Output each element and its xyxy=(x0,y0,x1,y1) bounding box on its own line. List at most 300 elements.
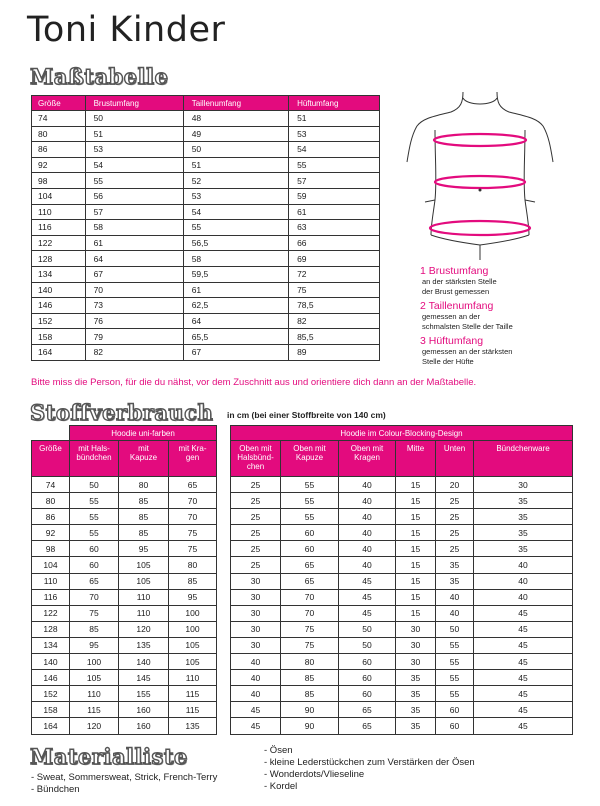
table-cell: 160 xyxy=(119,702,169,718)
table-cell: 61 xyxy=(183,282,288,298)
table-row xyxy=(32,605,573,621)
table-cell: 48 xyxy=(183,111,288,127)
table-cell: 85 xyxy=(119,525,169,541)
table-cell: 25 xyxy=(436,525,474,541)
table-cell: 79 xyxy=(85,329,183,345)
table-cell: 55 xyxy=(70,493,119,509)
table-cell: 140 xyxy=(119,654,169,670)
table-cell: 58 xyxy=(85,220,183,236)
table-cell: 80 xyxy=(119,477,169,493)
table-cell: 52 xyxy=(183,173,288,189)
table-cell: 100 xyxy=(70,654,119,670)
gap-cell xyxy=(217,702,231,718)
table-cell: 80 xyxy=(169,557,217,573)
table-cell: 140 xyxy=(32,282,86,298)
table-cell: 58 xyxy=(183,251,288,267)
table-cell: 50 xyxy=(339,621,396,637)
gap-cell xyxy=(217,557,231,573)
table-cell: 55 xyxy=(436,654,474,670)
col-header: Oben mit Halsbünd- chen xyxy=(231,441,281,477)
table-cell: 85 xyxy=(70,621,119,637)
table-cell: 55 xyxy=(436,670,474,686)
table-cell: 15 xyxy=(396,557,436,573)
gap-cell xyxy=(217,718,231,734)
table-cell: 30 xyxy=(231,605,281,621)
table-cell: 75 xyxy=(281,621,339,637)
table-cell: 60 xyxy=(436,702,474,718)
table-cell: 74 xyxy=(32,477,70,493)
table-cell: 35 xyxy=(474,541,573,557)
table-cell: 15 xyxy=(396,589,436,605)
table-cell: 40 xyxy=(339,477,396,493)
table-cell: 70 xyxy=(169,509,217,525)
table-cell: 104 xyxy=(32,188,86,204)
table-cell: 55 xyxy=(436,637,474,653)
fabric-header-row xyxy=(32,441,573,477)
legend-title: 3 Hüftumfang xyxy=(420,335,484,347)
col-header: Unten xyxy=(436,441,474,477)
table-cell: 45 xyxy=(474,605,573,621)
table-cell: 51 xyxy=(183,157,288,173)
table-cell: 55 xyxy=(281,477,339,493)
table-row xyxy=(32,573,573,589)
table-row xyxy=(32,204,380,220)
table-cell: 164 xyxy=(32,344,86,360)
table-row xyxy=(32,477,573,493)
table-cell: 158 xyxy=(32,329,86,345)
table-cell: 90 xyxy=(281,718,339,734)
table-cell: 25 xyxy=(436,541,474,557)
table-cell: 98 xyxy=(32,173,86,189)
list-item: - Sweat, Sommersweat, Strick, French-Terry xyxy=(31,772,218,783)
list-item: - Kordel xyxy=(264,781,298,792)
table-cell: 80 xyxy=(32,126,86,142)
table-cell: 85 xyxy=(169,573,217,589)
table-row xyxy=(32,313,380,329)
body-measurement-figure xyxy=(405,90,555,260)
table-cell: 67 xyxy=(183,344,288,360)
table-cell: 35 xyxy=(474,525,573,541)
table-cell: 70 xyxy=(169,493,217,509)
table-cell: 60 xyxy=(339,670,396,686)
table-cell: 128 xyxy=(32,251,86,267)
gap-cell xyxy=(217,686,231,702)
table-row xyxy=(32,509,573,525)
table-row xyxy=(32,282,380,298)
table-cell: 45 xyxy=(474,718,573,734)
group-header-uni: Hoodie uni-farben xyxy=(70,426,217,441)
table-cell: 110 xyxy=(119,589,169,605)
table-cell: 50 xyxy=(183,142,288,158)
table-cell: 86 xyxy=(32,509,70,525)
col-header: Größe xyxy=(32,96,86,111)
table-cell: 66 xyxy=(289,235,380,251)
table-cell: 122 xyxy=(32,235,86,251)
table-cell: 75 xyxy=(281,637,339,653)
table-cell: 61 xyxy=(289,204,380,220)
col-header: Oben mit Kapuze xyxy=(281,441,339,477)
materials-list-left xyxy=(31,772,217,796)
table-cell: 50 xyxy=(85,111,183,127)
table-cell: 63 xyxy=(289,220,380,236)
table-cell: 53 xyxy=(183,188,288,204)
table-cell: 65 xyxy=(339,702,396,718)
measure-table xyxy=(31,95,380,361)
table-cell: 54 xyxy=(183,204,288,220)
table-cell: 60 xyxy=(436,718,474,734)
table-cell: 55 xyxy=(70,509,119,525)
table-row xyxy=(32,493,573,509)
table-cell: 134 xyxy=(32,637,70,653)
table-cell: 146 xyxy=(32,298,86,314)
gap-cell xyxy=(217,426,231,441)
table-cell: 105 xyxy=(119,557,169,573)
table-cell: 60 xyxy=(70,541,119,557)
table-cell: 60 xyxy=(339,686,396,702)
table-cell: 50 xyxy=(339,637,396,653)
table-cell: 30 xyxy=(396,654,436,670)
table-cell: 15 xyxy=(396,509,436,525)
table-cell: 115 xyxy=(70,702,119,718)
table-cell: 55 xyxy=(281,509,339,525)
measure-header-row xyxy=(32,96,380,111)
table-cell: 65 xyxy=(281,557,339,573)
table-cell: 30 xyxy=(396,637,436,653)
table-cell: 30 xyxy=(231,621,281,637)
table-row xyxy=(32,344,380,360)
table-cell: 73 xyxy=(85,298,183,314)
table-cell: 135 xyxy=(119,637,169,653)
col-header: Brustumfang xyxy=(85,96,183,111)
table-cell: 35 xyxy=(474,493,573,509)
table-cell: 56 xyxy=(85,188,183,204)
table-cell: 60 xyxy=(281,541,339,557)
table-cell: 60 xyxy=(281,525,339,541)
gap-cell xyxy=(217,509,231,525)
gap-cell xyxy=(217,637,231,653)
col-header: mit Kapuze xyxy=(119,441,169,477)
table-cell: 69 xyxy=(289,251,380,267)
table-cell: 62,5 xyxy=(183,298,288,314)
table-cell: 25 xyxy=(436,493,474,509)
table-cell: 64 xyxy=(85,251,183,267)
gap-cell xyxy=(217,654,231,670)
table-cell: 65 xyxy=(339,718,396,734)
materials-list-right xyxy=(264,745,475,793)
table-cell: 25 xyxy=(231,541,281,557)
table-cell: 80 xyxy=(281,654,339,670)
measure-legend xyxy=(420,262,595,367)
table-cell: 25 xyxy=(231,477,281,493)
table-cell: 45 xyxy=(474,654,573,670)
table-cell: 89 xyxy=(289,344,380,360)
table-cell: 40 xyxy=(339,493,396,509)
table-cell: 82 xyxy=(85,344,183,360)
table-cell: 40 xyxy=(474,557,573,573)
legend-title: 1 Brustumfang xyxy=(420,265,489,277)
table-row xyxy=(32,266,380,282)
table-cell: 146 xyxy=(32,670,70,686)
table-cell: 105 xyxy=(119,573,169,589)
table-cell: 85,5 xyxy=(289,329,380,345)
table-cell: 115 xyxy=(169,686,217,702)
table-cell: 40 xyxy=(231,654,281,670)
table-cell: 35 xyxy=(396,686,436,702)
table-cell: 40 xyxy=(339,525,396,541)
table-cell: 30 xyxy=(231,637,281,653)
table-cell: 120 xyxy=(70,718,119,734)
fabric-note: in cm (bei einer Stoffbreite von 140 cm) xyxy=(227,410,386,420)
table-cell: 60 xyxy=(339,654,396,670)
table-row xyxy=(32,235,380,251)
table-cell: 56,5 xyxy=(183,235,288,251)
table-cell: 105 xyxy=(169,654,217,670)
table-cell: 40 xyxy=(474,573,573,589)
table-cell: 70 xyxy=(281,589,339,605)
table-cell: 15 xyxy=(396,477,436,493)
col-header: Oben mit Kragen xyxy=(339,441,396,477)
table-cell: 152 xyxy=(32,313,86,329)
table-cell: 30 xyxy=(474,477,573,493)
table-cell: 54 xyxy=(289,142,380,158)
gap-cell xyxy=(217,525,231,541)
table-cell: 65,5 xyxy=(183,329,288,345)
table-cell: 40 xyxy=(436,605,474,621)
table-cell: 122 xyxy=(32,605,70,621)
table-row xyxy=(32,718,573,734)
table-cell: 135 xyxy=(169,718,217,734)
table-cell: 145 xyxy=(119,670,169,686)
table-row xyxy=(32,670,573,686)
list-item: - Ösen xyxy=(264,745,293,756)
table-cell: 55 xyxy=(183,220,288,236)
table-row xyxy=(32,654,573,670)
table-cell: 100 xyxy=(169,621,217,637)
col-header: Taillenumfang xyxy=(183,96,288,111)
blank-cell xyxy=(32,426,70,441)
gap-cell xyxy=(217,621,231,637)
table-cell: 105 xyxy=(70,670,119,686)
table-cell: 85 xyxy=(281,670,339,686)
table-cell: 100 xyxy=(169,605,217,621)
brand-title: Toni Kinder xyxy=(27,10,226,50)
table-cell: 45 xyxy=(231,718,281,734)
table-cell: 95 xyxy=(169,589,217,605)
table-cell: 59,5 xyxy=(183,266,288,282)
table-cell: 40 xyxy=(474,589,573,605)
table-cell: 55 xyxy=(85,173,183,189)
table-cell: 50 xyxy=(436,621,474,637)
measure-heading: Maßtabelle xyxy=(30,64,169,89)
table-cell: 98 xyxy=(32,541,70,557)
col-header: Hüftumfang xyxy=(289,96,380,111)
table-cell: 85 xyxy=(119,509,169,525)
table-row xyxy=(32,557,573,573)
table-cell: 45 xyxy=(474,637,573,653)
col-header: mit Hals- bündchen xyxy=(70,441,119,477)
table-row xyxy=(32,173,380,189)
table-cell: 92 xyxy=(32,525,70,541)
table-cell: 15 xyxy=(396,573,436,589)
table-row xyxy=(32,525,573,541)
table-cell: 64 xyxy=(183,313,288,329)
table-cell: 92 xyxy=(32,157,86,173)
table-cell: 140 xyxy=(32,654,70,670)
col-header: Bündchenware xyxy=(474,441,573,477)
table-cell: 78,5 xyxy=(289,298,380,314)
table-cell: 15 xyxy=(396,605,436,621)
table-cell: 53 xyxy=(85,142,183,158)
fabric-heading: Stoffverbrauch xyxy=(30,400,214,425)
table-cell: 15 xyxy=(396,541,436,557)
table-row xyxy=(32,621,573,637)
legend-desc: an der stärksten Stelle xyxy=(422,277,497,286)
table-cell: 59 xyxy=(289,188,380,204)
table-cell: 110 xyxy=(119,605,169,621)
table-cell: 45 xyxy=(339,589,396,605)
table-row xyxy=(32,702,573,718)
table-cell: 30 xyxy=(231,573,281,589)
table-cell: 54 xyxy=(85,157,183,173)
table-cell: 45 xyxy=(339,573,396,589)
table-cell: 65 xyxy=(281,573,339,589)
table-cell: 30 xyxy=(396,621,436,637)
table-cell: 55 xyxy=(289,157,380,173)
gap-cell xyxy=(217,670,231,686)
table-cell: 50 xyxy=(70,477,119,493)
gap-cell xyxy=(217,493,231,509)
table-cell: 116 xyxy=(32,220,86,236)
table-cell: 152 xyxy=(32,686,70,702)
table-cell: 20 xyxy=(436,477,474,493)
materials-heading: Materialliste xyxy=(30,744,188,769)
table-cell: 104 xyxy=(32,557,70,573)
table-cell: 57 xyxy=(85,204,183,220)
table-cell: 45 xyxy=(231,702,281,718)
table-row xyxy=(32,329,380,345)
table-cell: 65 xyxy=(169,477,217,493)
table-cell: 45 xyxy=(474,621,573,637)
table-cell: 55 xyxy=(436,686,474,702)
table-cell: 82 xyxy=(289,313,380,329)
table-cell: 65 xyxy=(70,573,119,589)
table-cell: 158 xyxy=(32,702,70,718)
table-cell: 35 xyxy=(436,557,474,573)
table-cell: 57 xyxy=(289,173,380,189)
table-row xyxy=(32,220,380,236)
table-row xyxy=(32,298,380,314)
table-cell: 45 xyxy=(474,702,573,718)
table-cell: 95 xyxy=(119,541,169,557)
table-cell: 72 xyxy=(289,266,380,282)
gap-cell xyxy=(217,477,231,493)
table-cell: 61 xyxy=(85,235,183,251)
table-cell: 74 xyxy=(32,111,86,127)
legend-desc: schmalsten Stelle der Taille xyxy=(422,322,513,331)
gap-cell xyxy=(217,541,231,557)
table-row xyxy=(32,589,573,605)
table-cell: 35 xyxy=(396,670,436,686)
table-cell: 120 xyxy=(119,621,169,637)
table-cell: 110 xyxy=(169,670,217,686)
table-cell: 75 xyxy=(169,525,217,541)
table-row xyxy=(32,251,380,267)
table-cell: 86 xyxy=(32,142,86,158)
table-cell: 110 xyxy=(32,204,86,220)
gap-cell xyxy=(217,605,231,621)
table-cell: 76 xyxy=(85,313,183,329)
table-cell: 25 xyxy=(231,557,281,573)
fabric-table xyxy=(31,425,573,735)
table-cell: 25 xyxy=(231,525,281,541)
table-cell: 85 xyxy=(281,686,339,702)
legend-desc: gemessen an der stärksten xyxy=(422,347,513,356)
table-cell: 160 xyxy=(119,718,169,734)
gap-cell xyxy=(217,589,231,605)
table-cell: 80 xyxy=(32,493,70,509)
table-row xyxy=(32,637,573,653)
legend-desc: gemessen an der xyxy=(422,312,480,321)
table-cell: 40 xyxy=(231,686,281,702)
table-row xyxy=(32,541,573,557)
table-cell: 25 xyxy=(231,509,281,525)
table-cell: 134 xyxy=(32,266,86,282)
table-cell: 85 xyxy=(119,493,169,509)
table-cell: 55 xyxy=(281,493,339,509)
table-cell: 110 xyxy=(70,686,119,702)
legend-desc: Stelle der Hüfte xyxy=(422,357,474,366)
table-row xyxy=(32,188,380,204)
table-cell: 49 xyxy=(183,126,288,142)
table-cell: 70 xyxy=(70,589,119,605)
table-cell: 45 xyxy=(474,686,573,702)
table-cell: 75 xyxy=(289,282,380,298)
table-cell: 53 xyxy=(289,126,380,142)
table-cell: 155 xyxy=(119,686,169,702)
table-cell: 40 xyxy=(339,509,396,525)
table-row xyxy=(32,157,380,173)
table-cell: 128 xyxy=(32,621,70,637)
table-cell: 40 xyxy=(436,589,474,605)
table-cell: 15 xyxy=(396,493,436,509)
col-header: Größe xyxy=(32,441,70,477)
table-cell: 95 xyxy=(70,637,119,653)
table-cell: 35 xyxy=(396,702,436,718)
list-item: - Wonderdots/Vlieseline xyxy=(264,769,365,780)
table-cell: 40 xyxy=(339,541,396,557)
table-cell: 75 xyxy=(70,605,119,621)
table-row xyxy=(32,142,380,158)
table-cell: 45 xyxy=(474,670,573,686)
table-cell: 60 xyxy=(70,557,119,573)
list-item: - Bündchen xyxy=(31,784,80,795)
list-item: - kleine Lederstückchen zum Verstärken der Ösen xyxy=(264,757,475,768)
gap-cell xyxy=(217,441,231,477)
table-cell: 105 xyxy=(169,637,217,653)
col-header: mit Kra- gen xyxy=(169,441,217,477)
table-row xyxy=(32,686,573,702)
table-cell: 45 xyxy=(339,605,396,621)
table-cell: 90 xyxy=(281,702,339,718)
table-cell: 51 xyxy=(289,111,380,127)
table-cell: 164 xyxy=(32,718,70,734)
table-row xyxy=(32,126,380,142)
table-cell: 115 xyxy=(169,702,217,718)
measure-hint: Bitte miss die Person, für die du nähst, vor dem Zuschnitt aus und orientiere dich dann an der Maßtabelle. xyxy=(31,377,477,388)
group-header-colour-blocking: Hoodie im Colour-Blocking-Design xyxy=(231,426,573,441)
table-cell: 25 xyxy=(436,509,474,525)
table-cell: 116 xyxy=(32,589,70,605)
